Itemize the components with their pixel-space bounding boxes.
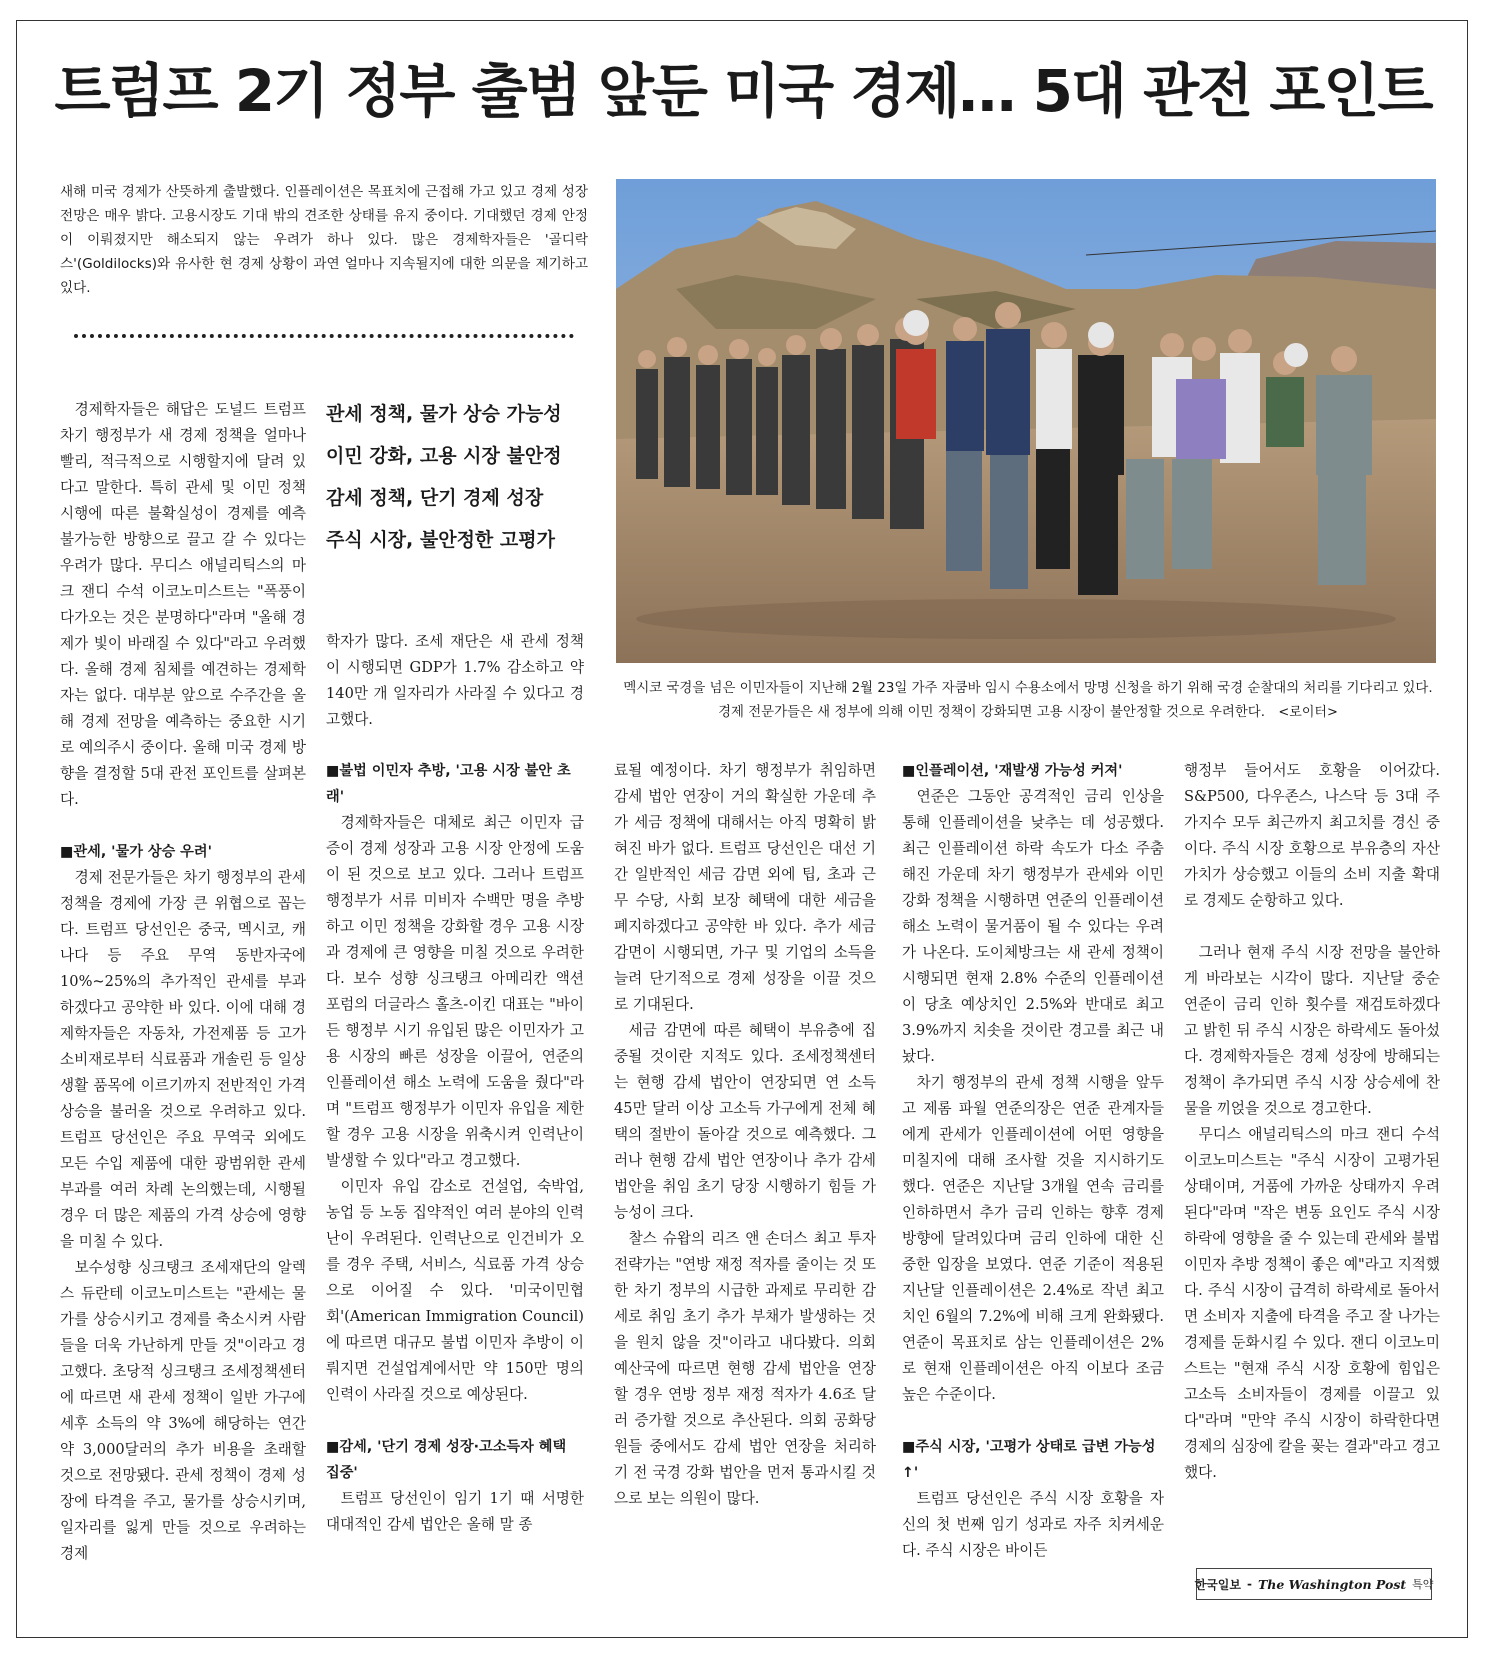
body-paragraph: 무디스 애널리틱스의 마크 잰디 수석 이코노미스트는 "주식 시장이 고평가된 상태이며, 거품에 가까운 상태까지 우려된다"라며 "작은 변동 요인도 주식 시장 하락에 영향을 줄 수 있는데 관세와 불법 이민자 추방 정책이 좋은 예"라고 지적했다. 주식 시장이 급격히 하락세로 돌아서면 소비자 지출에 타격을 주고 잘 나가는 경제를 둔화시킬 수 있다. 잰디 이코노미스트는 "현재 주식 시장 호황에 힘입은 고소득 소비자들이 경제를 이끌고 있다"라며 "만약 주식 시장이 하락한다면 경제의 심장에 칼을 꽂는 결과"라고 경고했다. xyxy=(1184,1126,1440,1481)
headline: 트럼프 2기 정부 출범 앞둔 미국 경제… 5대 관전 포인트 xyxy=(54,57,1432,125)
pull-quote-line: 이민 강화, 고용 시장 불안정 xyxy=(326,445,562,467)
newspaper-name: 한국일보 xyxy=(1194,1577,1241,1592)
article-column-5 xyxy=(1184,758,1440,1530)
body-paragraph: 경제 전문가들은 차기 행정부의 관세 정책을 경제에 가장 큰 위협으로 꼽는다. 트럼프 당선인은 중국, 멕시코, 캐나다 등 주요 무역 동반자국에 10%~25%의 추가적인 관세를 부과하겠다고 공약한 바 있다. 이에 대해 경제학자들은 자동차, 가전제품 등 고가 소비재로부터 식료품과 개솔린 등 일상생활 품목에 이르기까지 전반적인 가격 상승을 불러올 것으로 우려하고 있다. 트럼프 당선인은 주요 무역국 외에도 모든 수입 제품에 대한 광범위한 관세 부과를 여러 차례 논의했는데, 시행될 경우 더 많은 제품의 가격 상승에 영향을 미칠 수 있다. xyxy=(60,869,306,1250)
section-heading: ■불법 이민자 추방, '고용 시장 불안 초래' xyxy=(326,763,571,805)
pull-quote-line: 관세 정책, 물가 상승 가능성 xyxy=(326,403,562,425)
section-heading: ■주식 시장, '고평가 상태로 급변 가능성↑' xyxy=(902,1439,1156,1481)
body-paragraph: 트럼프 당선인이 임기 1기 때 서명한 대대적인 감세 법안은 올해 말 종 xyxy=(326,1490,584,1533)
article-column-2-top xyxy=(326,629,584,733)
syndication-label: 특약 xyxy=(1412,1578,1434,1591)
pull-quote-line: 주식 시장, 불안정한 고평가 xyxy=(326,529,555,551)
paragraph-gap xyxy=(1184,914,1440,940)
body-paragraph: 경제학자들은 대체로 최근 이민자 급증이 경제 성장과 고용 시장 안정에 도움이 된 것으로 보고 있다. 그러나 트럼프 행정부가 서류 미비자 수백만 명을 추방하고 이민 정책을 강화할 경우 고용 시장과 경제에 큰 영향을 미칠 것으로 우려한다. 보수 성향 싱크탱크 아메리칸 액션 포럼의 더글라스 홀츠-이킨 대표는 "바이든 행정부 시기 유입된 많은 이민자가 고용 시장의 빠른 성장을 이끌어, 연준의 인플레이션 해소 노력에 도움을 줬다"라며 "트럼프 행정부가 이민자 유입을 제한할 경우 고용 시장을 위축시켜 인력난이 발생할 수 있다"라고 경고했다. xyxy=(326,814,584,1169)
body-paragraph: 료될 예정이다. 차기 행정부가 취임하면 감세 법안 연장이 거의 확실한 가운데 추가 세금 정책에 대해서는 아직 명확히 밝혀진 바가 없다. 트럼프 당선인은 대선 기간 일반적인 세금 감면 외에 팁, 초과 근무 수당, 사회 보장 혜택에 대한 세금을 폐지하겠다고 공약한 바 있다. 추가 세금 감면이 시행되면, 가구 및 기업의 소득을 늘려 단기적으로 경제 성장을 이끌 것으로 기대된다. xyxy=(614,762,876,1013)
pull-quote xyxy=(326,393,594,561)
photo-caption xyxy=(620,677,1436,725)
dotted-divider xyxy=(74,334,574,338)
body-paragraph: 경제학자들은 해답은 도널드 트럼프 차기 행정부가 새 경제 정책을 얼마나 빨리, 적극적으로 시행할지에 달려 있다고 말한다. 특히 관세 및 이민 정책 시행에 따른 불확실성이 경제를 예측 불가능한 방향으로 끌고 갈 수 있다는 우려가 많다. 무디스 애널리틱스의 마크 잰디 수석 이코노미스트는 "폭풍이 다가오는 것은 분명하다"라며 "올해 경제가 빛이 바래질 수 있다"라고 우려했다. 올해 경제 침체를 예견하는 경제학자는 없다. 대부분 앞으로 수주간을 올해 경제 전망을 예측하는 중요한 시기로 예의주시 중이다. 올해 미국 경제 방향을 결정할 5대 관전 포인트를 살펴본다. xyxy=(60,401,306,808)
news-photo xyxy=(616,179,1436,663)
section-heading: ■관세, '물가 상승 우려' xyxy=(60,844,212,860)
section-heading: ■감세, '단기 경제 성장·고소득자 혜택 집중' xyxy=(326,1439,567,1481)
body-paragraph: 찰스 슈왑의 리즈 앤 손더스 최고 투자 전략가는 "연방 재정 적자를 줄이는 것 또한 차기 정부의 시급한 과제로 무리한 감세로 취임 초기 추가 부채가 발생하는 것을 원치 않을 것"이라고 내다봤다. 의회 예산국에 따르면 현행 감세 법안을 연장할 경우 연방 정부 재정 적자가 4.6조 달러 증가할 것으로 추산된다. 의회 공화당원들 중에서도 감세 법안 연장을 처리하기 전 국경 강화 법안을 먼저 통과시킬 것으로 보는 의원이 많다. xyxy=(614,1230,876,1507)
body-paragraph: 보수성향 싱크탱크 조세재단의 알렉스 듀란테 이코노미스트는 "관세는 물가를 상승시키고 경제를 축소시켜 사람들을 더욱 가난하게 만들 것"이라고 경고했다. 초당적 싱크탱크 조세정책센터에 따르면 새 관세 정책이 일반 가구에 세후 소득의 약 3%에 해당하는 연간 약 3,000달러의 추가 비용을 초래할 것으로 전망됐다. 관세 정책이 경제 성장에 타격을 주고, 물가를 상승시키며, 일자리를 잃게 만들 것으로 우려하는 경제 xyxy=(60,1259,306,1562)
paragraph-gap xyxy=(326,1408,584,1434)
signature-dash: - xyxy=(1246,1577,1252,1591)
article-column-2 xyxy=(326,758,584,1614)
paragraph-gap xyxy=(60,813,306,839)
syndication-signature xyxy=(1196,1568,1432,1600)
pull-quote-line: 감세 정책, 단기 경제 성장 xyxy=(326,487,544,509)
migrants-photo-illustration xyxy=(616,179,1436,663)
body-paragraph: 세금 감면에 따른 혜택이 부유층에 집중될 것이란 지적도 있다. 조세정책센터는 현행 감세 법안이 연장되면 연 소득 45만 달러 이상 고소득 가구에게 전체 혜택의 절반이 돌아갈 것으로 예측했다. 그러나 현행 감세 법안 연장이나 추가 감세 법안을 취임 초기 당장 시행하기 힘들 가능성이 크다. xyxy=(614,1022,876,1221)
body-paragraph: 연준은 그동안 공격적인 금리 인상을 통해 인플레이션을 낮추는 데 성공했다. 최근 인플레이션 하락 속도가 다소 주춤해진 가운데 차기 행정부가 관세와 이민 강화 정책을 시행하면 연준의 인플레이션 해소 노력이 물거품이 될 수 있다는 우려가 나온다. 도이체방크는 새 관세 정책이 시행되면 현재 2.8% 수준의 인플레이션이 당초 예상치인 2.5%와 반대로 최고 3.9%까지 치솟을 것이란 경고를 최근 내놨다. xyxy=(902,788,1164,1065)
paragraph-gap xyxy=(902,1408,1164,1434)
section-heading: ■인플레이션, '재발생 가능성 커져' xyxy=(902,763,1123,779)
body-paragraph: 이민자 유입 감소로 건설업, 숙박업, 농업 등 노동 집약적인 여러 분야의 인력난이 우려된다. 인력난으로 인건비가 오를 경우 주택, 서비스, 식료품 가격 상승으로 이어질 수 있다. '미국이민협회'(American Immigration Council)에 따르면 대규모 불법 이민자 추방이 이뤄지면 건설업계에서만 약 150만 명의 인력이 사라질 것으로 예상된다. xyxy=(326,1178,584,1403)
body-paragraph: 그러나 현재 주식 시장 전망을 불안하게 바라보는 시각이 많다. 지난달 중순 연준이 금리 인하 횟수를 재검토하겠다고 밝힌 뒤 주식 시장은 하락세도 돌아섰다. 경제학자들은 경제 성장에 방해되는 정책이 추가되면 주식 시장 상승세에 찬물을 끼얹을 것으로 경고한다. xyxy=(1184,944,1440,1117)
body-paragraph: 학자가 많다. 조세 재단은 새 관세 정책이 시행되면 GDP가 1.7% 감소하고 약 140만 개 일자리가 사라질 수 있다고 경고했다. xyxy=(326,633,584,728)
body-paragraph: 트럼프 당선인은 주식 시장 호황을 자신의 첫 번째 임기 성과로 자주 치켜세운다. 주식 시장은 바이든 xyxy=(902,1490,1164,1559)
photo-credit: <로이터> xyxy=(1278,705,1338,720)
article-column-1 xyxy=(60,397,306,1583)
article-column-4 xyxy=(902,758,1164,1616)
partner-logo-text: The Washington Post xyxy=(1257,1576,1407,1592)
body-paragraph: 차기 행정부의 관세 정책 시행을 앞두고 제롬 파월 연준의장은 연준 관계자들에게 관세가 인플레이션에 어떤 영향을 미칠지에 대해 조사할 것을 지시하기도 했다. 연준은 지난달 3개월 연속 금리를 인하하면서 추가 금리 인하는 향후 경제 방향에 달려있다며 금리 인하에 대한 신중한 입장을 보였다. 연준 기준이 적용된 지난달 인플레이션은 2.4%로 작년 최고치인 6월의 7.2%에 비해 크게 완화됐다. 연준이 목표치로 삼는 인플레이션은 2%로 현재 인플레이션은 아직 이보다 조금 높은 수준이다. xyxy=(902,1074,1164,1403)
lede-paragraph: 새해 미국 경제가 산뜻하게 출발했다. 인플레이션은 목표치에 근접해 가고 있고 경제 성장 전망은 매우 밝다. 고용시장도 기대 밖의 견조한 상태를 유지 중이다. 기대했던 경제 안정이 이뤄졌지만 해소되지 않는 우려가 하나 있다. 많은 경제학자들은 '골디락스'(Goldilocks)와 유사한 현 경제 상황이 과연 얼마나 지속될지에 대한 의문을 제기하고 있다. xyxy=(60,184,588,296)
article-column-3 xyxy=(614,758,876,1616)
caption-text: 멕시코 국경을 넘은 이민자들이 지난해 2월 23일 가주 자쿰바 임시 수용소에서 망명 신청을 하기 위해 국경 순찰대의 처리를 기다리고 있다. 경제 전문가들은 새 정부에 의해 이민 정책이 강화되면 고용 시장이 불안정할 것으로 우려한다. xyxy=(623,681,1433,720)
body-paragraph: 행정부 들어서도 호황을 이어갔다. S&P500, 다우존스, 나스닥 등 3대 주가지수 모두 최근까지 최고치를 경신 중이다. 주식 시장 호황으로 부유층의 자산 가치가 상승했고 이들의 소비 지출 확대로 경제도 순항하고 있다. xyxy=(1184,762,1440,909)
